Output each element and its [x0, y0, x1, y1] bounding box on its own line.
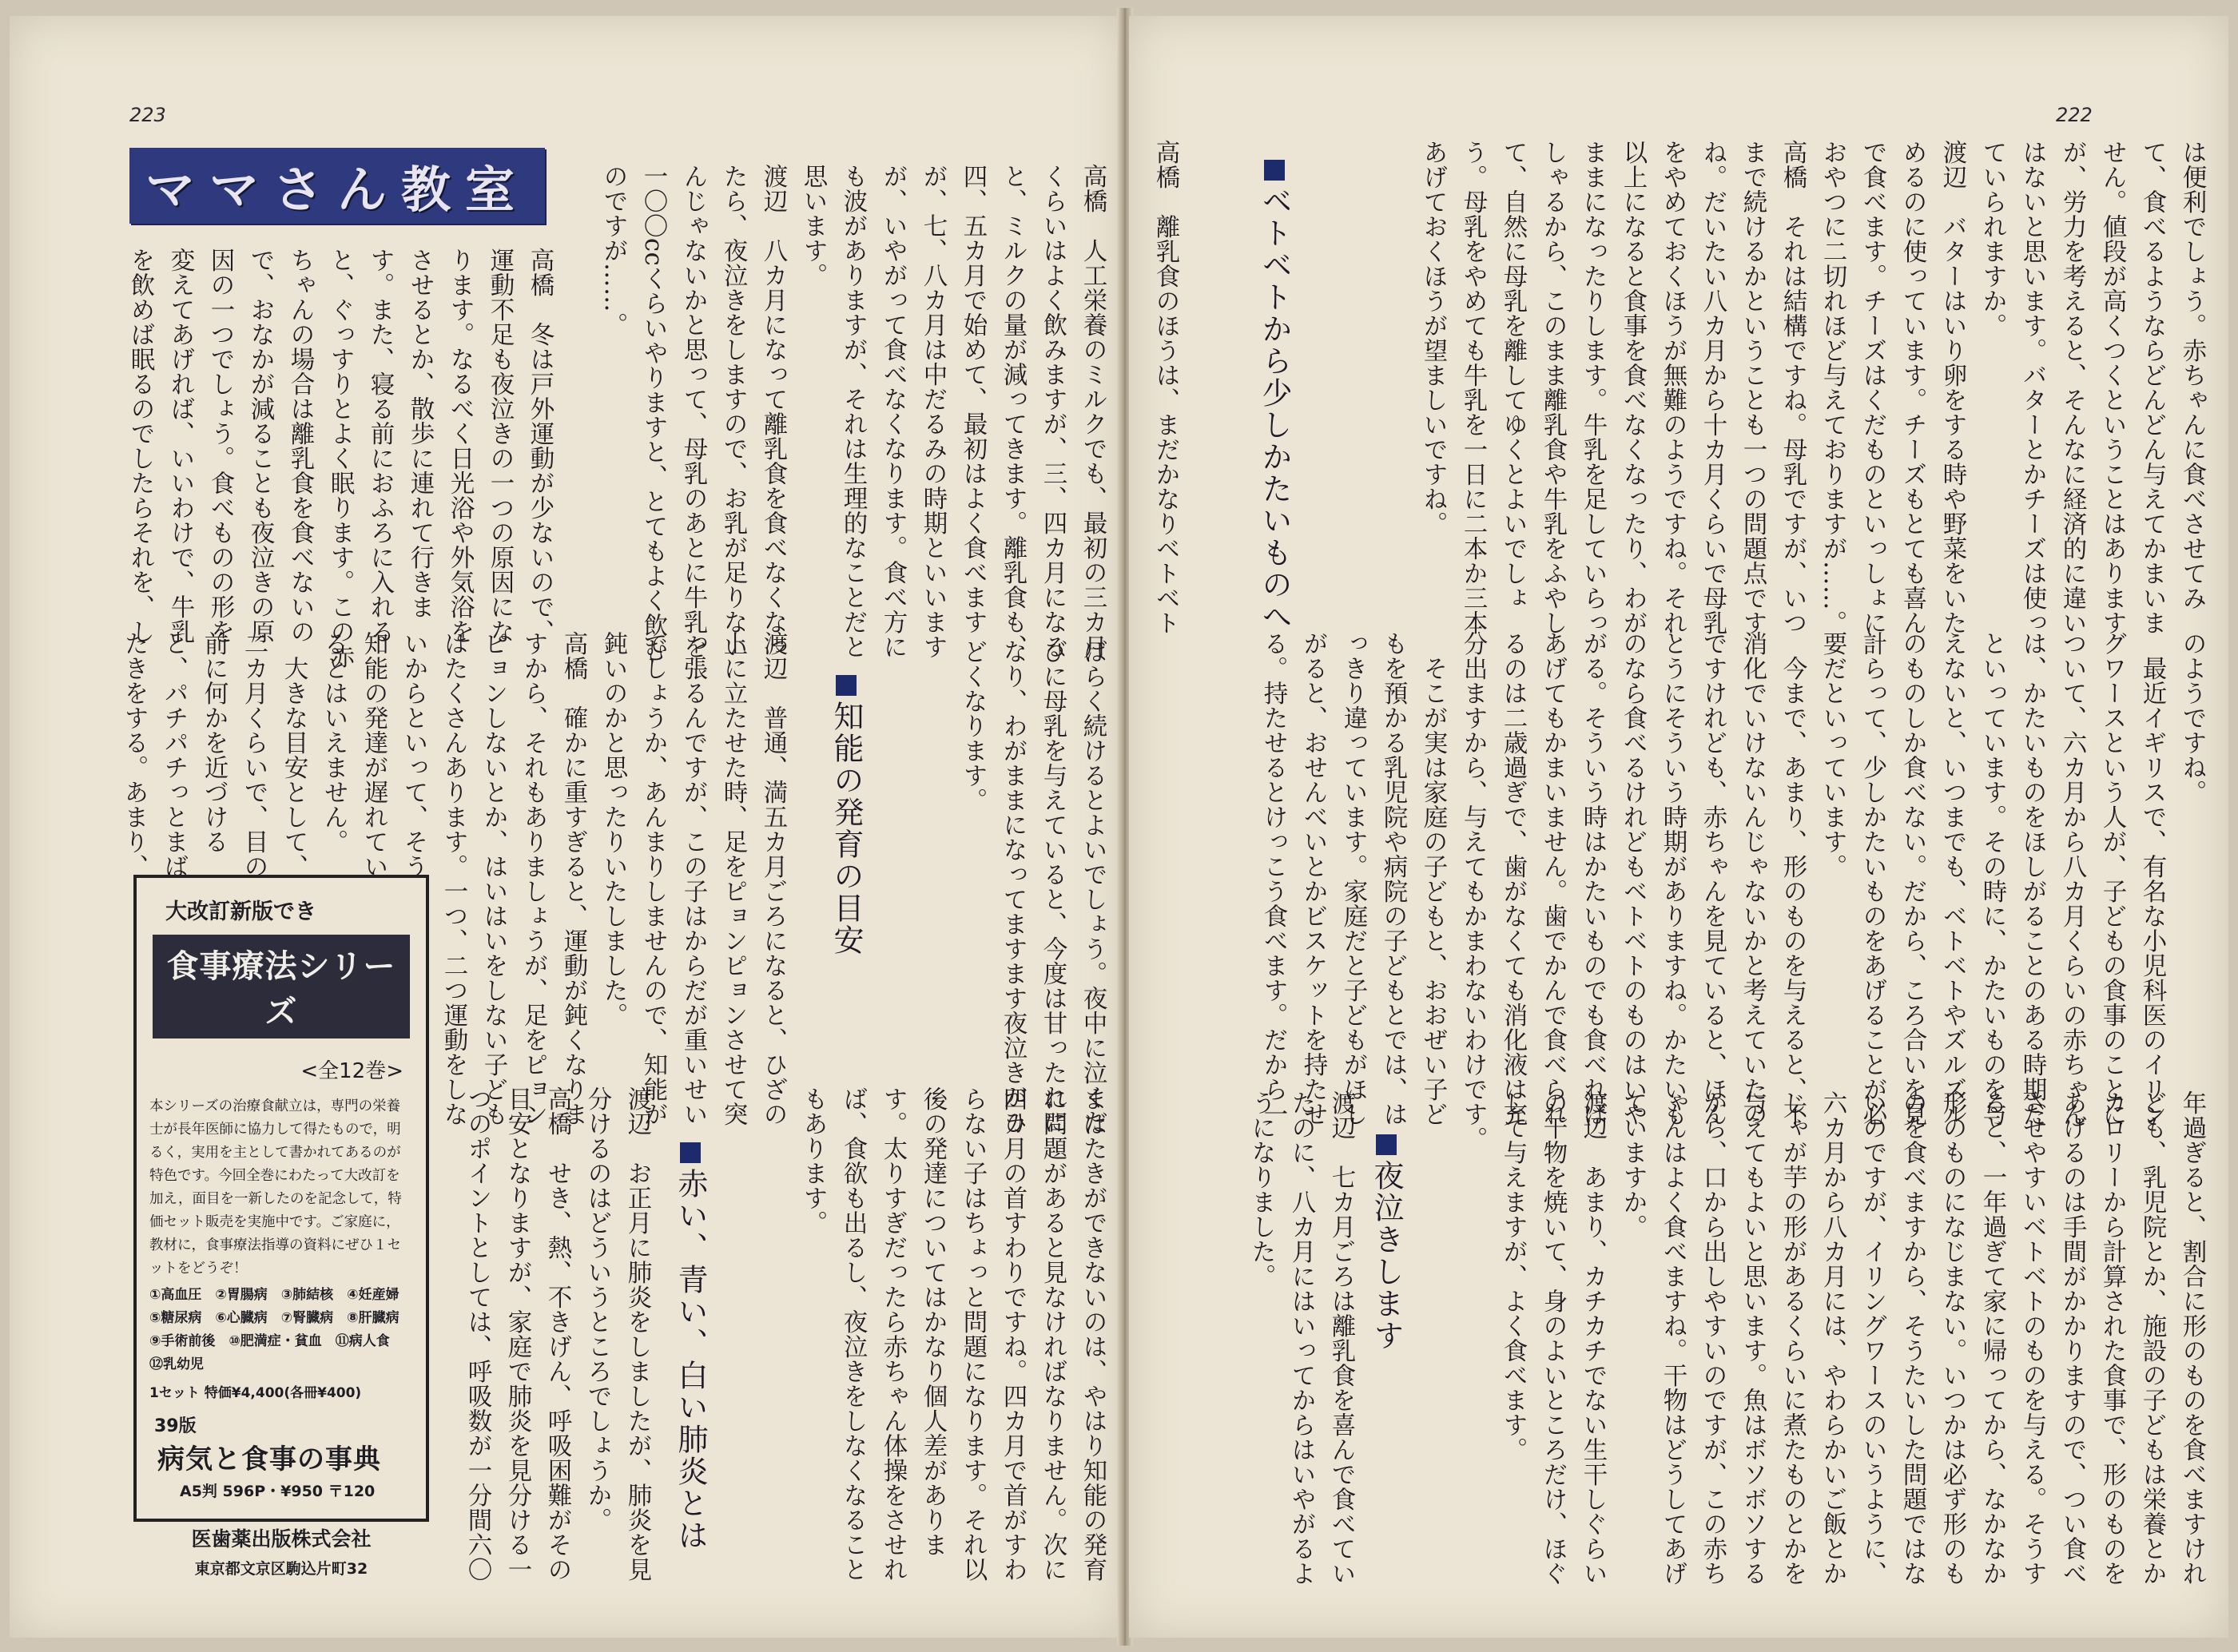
ad-category-list: ①高血圧 ②胃腸病 ③肺結核 ④妊産婦 ⑤糖尿病 ⑥心臓病 ⑦腎臓病 ⑧肝臓病 ⑨手術前後 ⑩肥満症・貧血 ⑪病人食 ⑫乳幼児: [149, 1287, 413, 1372]
text-column-block: のようですね。 最近イギリスで、有名な小児科医のイリン グワースという人が、子どもの食事のことに ついて、六カ月から八カ月くらいの赤ちゃん は、かたいものをほしがることのある時期だ といっています。その時に、かたいものを与 えないと、いつまでも、ベトベトやズルズル のものしか食べない。だから、ころ合いを見 計らって、少しかたいものをあげることが必 要だといっています。 今まで、あまり、形のものを与えると、不 消化でいけないんじゃないかと考えていたの ですけれども、赤ちゃんを見ていると、ほん とうにそういう時期がありますね。かたいも のなら食べるけれどもベトベトのものはいや がる。そういう時はかたいものでも食べれば あげてもかまいません。歯でかんで食べられ るのは二歳過ぎで、歯がなくても消化液は充 分出ますから、与えてもかまわないわけです。 そこが実は家庭の子どもと、おおぜい子ど もを預かる乳児院や病院の子どもとでは、は っきり違っています。家庭だと子どもがほし がると、おせんべいとかビスケットを持たせ る。持たせるとけっこう食べます。だから一: [1259, 631, 2206, 1151]
text-column-block: まばたきができないのは、やはり知能の発育 に問題があると見なければなりません。次に 四カ月の首すわりですね。四カ月で首がすわ らない子はちょっと問題になります。それ以 後の発達についてはかなり個人差がありま す。太りすぎだったら赤ちゃん体操をさせれ ば、食欲も出るし、夜泣きをしなくなること もあります。: [799, 1086, 1107, 1582]
text-column-block: 高橋 人工栄養のミルクでも、最初の三カ月 くらいはよく飲みますが、三、四カ月になる と、ミルクの量が減ってきます。離乳食も、 四、五カ月で始めて、最初はよく食べます が、七、八カ月は中だるみの時期といいます が、いやがって食べなくなります。食べ方に も波がありますが、それは生理的なことだと 思います。 渡辺 八カ月になって離乳食を食べなくなっ たら、夜泣きをしますので、お乳が足りない んじゃないかと思って、母乳のあとに牛乳を 一〇〇ccくらいやりますと、とてもよく飲む のですが……。: [599, 164, 1107, 663]
ad-dictionary-title: 病気と食事の事典: [157, 1444, 381, 1475]
ad-address: 東京都文京区駒込片町32: [194, 1560, 368, 1578]
text-column-block: 年過ぎると、割合に形のものを食べますけれ ども、乳児院とか、施設の子どもは栄養とか カロリーから計算された食事で、形のものを あげるのは手間がかかりますので、つい食べ させやすいベトベトのものを与える。そうす ると、一年過ぎて家に帰ってから、なかなか 形のものになじまない。いつかは必ず形のも のを食べますから、そうたいした問題ではな いのですが、イリングワースのいうように、 六カ月から八カ月には、やわらかいご飯とか じゃが芋の形があるくらいに煮たものとかを 与えてもよいと思います。魚はボソボソする から、口から出しやすいのですが、この赤ち ゃんはよく食べますね。干物はどうしてあげ ていますか。 渡辺 あまり、カチカチでない生干しぐらい の干物を焼いて、身のよいところだけ、ほぐ して与えますが、よく食べます。: [1499, 1090, 2206, 1586]
ad-dictionary-spec: A5判 596P・¥950 〒120: [180, 1483, 376, 1500]
heading-square-icon: [1264, 160, 1285, 181]
text-column-block: 渡辺 七カ月ごろは離乳食を喜んで食べてい たのに、八カ月にはいってからはいやがるよ うになりました。: [1247, 1090, 1355, 1586]
ad-kicker: 大改訂新版でき: [165, 899, 316, 924]
heading-square-icon: [680, 1142, 701, 1163]
ad-publisher: 医歯薬出版株式会社: [191, 1527, 372, 1551]
text-column-block: ばらく続けるとよいでしょう。夜中に泣くた びに母乳を与えていると、今度は甘ったれに なり、わがままになってますます夜泣きがひ どくなります。: [959, 639, 1107, 1134]
ad-description: 本シリーズの治療食献立は，専門の栄養士が長年医師に協力して得たもので，明るく，実用を主として書かれてあるのが特色です。今回全巻にわたって大改訂を加え，面目を一新したのを記念して，特価セット販売を実施中です。ご家庭に，教材に，食事療法指導の資料にぜひ１セットをどうぞ！: [149, 1098, 402, 1277]
text-column-block: 高橋 冬は戸外運動が少ないので、 運動不足も夜泣きの一つの原因にな ります。なるべく日光浴や外気浴を させるとか、散歩に連れて行きま す。また、寝る前におふろに入れる と、ぐっすりとよく眠ります。この赤 ちゃんの場合は離乳食を食べないの で、おなかが減ることも夜泣きの原 因の一つでしょう。食べものの形を 変えてあげれば、いいわけで、牛乳 を飲めば眠るのでしたらそれを、し: [126, 248, 554, 669]
text-column-block: 渡辺 普通、満五カ月ごろになると、ひざの 上に立たせた時、足をピョンピョンさせて突 っ張るんですが、この子はからだが重いせい でしょうか、あんまりしませんので、知能が 鈍いのかと思ったりいたしました。 高橋 確かに重すぎると、運動が鈍くなりま すから、それもありましょうが、足をピョン ピョンしないとか、はいはいをしない子ども はたくさんあります。一つ、二つ運動をしな いからといって、そう 知能の発達が遅れてい るとはいえません。 大きな目安として、 二カ月くらいで、目の 前に何かを近づける と、パチパチっとまば たきをする。あまり、: [120, 631, 787, 1126]
text-column-block: 渡辺 お正月に肺炎をしましたが、肺炎を見 分けるのはどういうところでしょうか。 高橋 せき、熱、不きげん、呼吸困難がその 目安となりますが、家庭で肺炎を見分ける一 つのポイントとしては、呼吸数が一分間六〇: [463, 1086, 651, 1582]
page-number-right: 222: [2056, 104, 2093, 126]
heading-square-icon: [1376, 1134, 1397, 1155]
page-number-left: 223: [129, 104, 166, 126]
section-heading: 赤い、青い、白い肺炎とは: [673, 1142, 708, 1551]
left-page: [10, 16, 1124, 1638]
ad-series-title: 食事療法シリーズ: [153, 935, 410, 1038]
heading-square-icon: [836, 675, 857, 696]
ad-volumes: <全12巻>: [300, 1059, 403, 1083]
banner-title: ママさん教室: [145, 161, 529, 219]
right-page: [1129, 16, 2228, 1638]
book-advertisement: [133, 875, 429, 1578]
text-column-block: 高橋 離乳食のほうは、まだかなりベトベト: [1151, 140, 1179, 635]
ad-edition: 39版: [154, 1416, 197, 1436]
ad-set-price: 1セット 特価¥4,400(各冊¥400): [149, 1385, 362, 1401]
text-column-block: は便利でしょう。赤ちゃんに食べさせてみ て、食べるようならどんどん与えてかまいま せん。値段が高くつくということはあります が、労力を考えると、そんなに経済的に違い はないと思います。バターとかチーズは使っ ていられますか。 渡辺 バターはいり卵をする時や野菜をいた めるのに使っています。チーズもとても喜ん で食べます。チーズはくだものといっしょに おやつに二切れほど与えておりますが……。 高橋 それは結構ですね。母乳ですが、いつ まで続けるかということも一つの問題点です ね。だいたい八カ月から十カ月くらいで母乳 をやめておくほうが無難のようですね。それ 以上になると食事を食べなくなったり、わが ままになったりします。牛乳を足していらっ しゃるから、このまま離乳食や牛乳をふやし て、自然に母乳を離してゆくとよいでしょ う。母乳をやめても牛乳を一日に二本か三本 あげておくほうが望ましいですね。: [1419, 140, 2206, 635]
section-heading: 知能の発育の目安: [829, 675, 864, 956]
column-banner: [129, 148, 545, 224]
section-heading: ベトベトから少しかたいものへ: [1257, 160, 1292, 633]
section-heading: 夜泣きします: [1369, 1134, 1404, 1352]
